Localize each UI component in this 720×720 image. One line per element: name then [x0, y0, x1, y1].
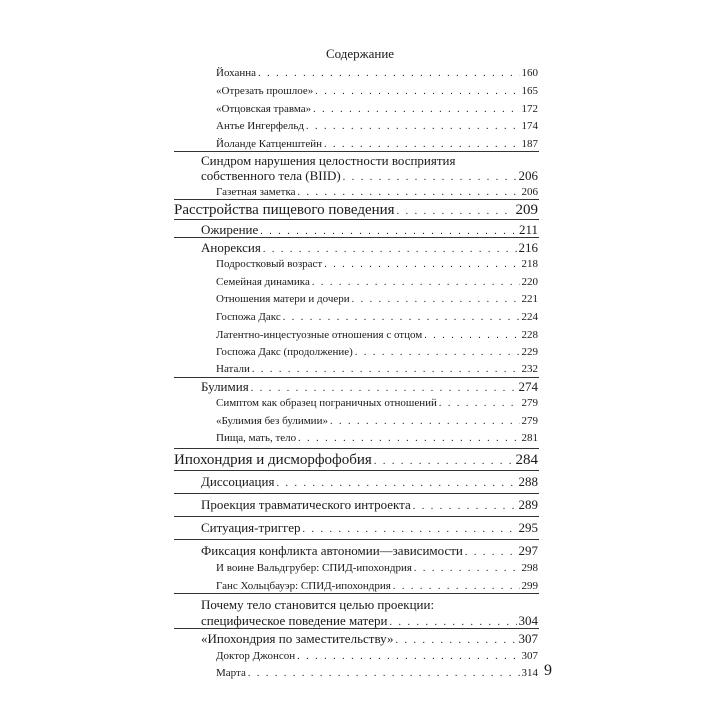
leader-dots — [374, 456, 514, 467]
entry-page: 307 — [521, 650, 538, 662]
running-header: Содержание — [325, 46, 395, 61]
toc-entry — [216, 67, 538, 79]
section-divider — [174, 516, 539, 517]
leader-dots — [324, 139, 520, 150]
leader-dots — [248, 668, 520, 679]
entry-title: Латентно-инцестуозные отношения с отцом — [216, 329, 423, 341]
entry-page: 297 — [518, 543, 538, 558]
entry-page: 229 — [521, 346, 538, 358]
toc-entry — [216, 103, 538, 115]
entry-title: Йоханна — [216, 67, 257, 79]
toc-entry — [216, 432, 538, 444]
leader-dots — [312, 277, 520, 288]
entry-page: 295 — [518, 520, 538, 535]
leader-dots — [352, 294, 520, 305]
entry-title-line1: Синдром нарушения целостности восприятия — [201, 153, 456, 168]
entry-page: 218 — [521, 258, 538, 270]
leader-dots — [298, 187, 520, 198]
entry-page: 288 — [518, 474, 538, 489]
entry-page: 304 — [518, 613, 538, 628]
leader-dots — [306, 121, 520, 132]
entry-title: Натали — [216, 363, 250, 375]
entry-page: 299 — [521, 580, 538, 592]
section-divider — [174, 539, 539, 540]
leader-dots — [439, 398, 520, 409]
leader-dots — [297, 651, 519, 662]
toc-entry — [201, 168, 538, 184]
toc-entry — [201, 240, 538, 256]
leader-dots — [389, 617, 516, 628]
entry-title: Газетная заметка — [216, 186, 296, 198]
toc-entry — [216, 85, 538, 97]
toc-entry — [216, 363, 538, 375]
leader-dots — [465, 547, 517, 558]
leader-dots — [395, 635, 516, 646]
toc-entry — [216, 562, 538, 574]
toc-entry — [201, 631, 538, 647]
entry-title: Семейная динамика — [216, 276, 310, 288]
entry-title: собственного тела (BIID) — [201, 168, 341, 183]
entry-title: Подростковый возраст — [216, 258, 323, 270]
entry-title: Диссоциация — [201, 474, 275, 489]
leader-dots — [330, 416, 520, 427]
entry-title: Йоланде Катценштейн — [216, 138, 322, 150]
entry-title: Ситуация-триггер — [201, 520, 301, 535]
toc-entry — [216, 415, 538, 427]
entry-page: 279 — [521, 397, 538, 409]
leader-dots — [393, 581, 520, 592]
toc-entry — [216, 293, 538, 305]
section-divider — [174, 448, 539, 449]
leader-dots — [324, 259, 519, 270]
entry-title: Госпожа Дакс (продолжение) — [216, 346, 353, 358]
section-divider — [174, 219, 539, 220]
leader-dots — [315, 86, 519, 97]
toc-entry — [216, 329, 538, 341]
entry-title: Госпожа Дакс — [216, 311, 281, 323]
entry-title: специфическое поведение матери — [201, 613, 388, 628]
leader-dots — [424, 330, 519, 341]
leader-dots — [283, 312, 520, 323]
entry-page: 279 — [521, 415, 538, 427]
entry-page: 314 — [521, 667, 538, 679]
entry-title: Доктор Джонсон — [216, 650, 296, 662]
entry-page: 206 — [521, 186, 538, 198]
entry-page: 172 — [521, 103, 538, 115]
section-divider — [174, 493, 539, 494]
entry-page: 165 — [521, 85, 538, 97]
entry-title-line1: Почему тело становится целью проекции: — [201, 597, 435, 612]
entry-title: «Булимия без булимии» — [216, 415, 328, 427]
leader-dots — [258, 68, 519, 79]
entry-page: 174 — [521, 120, 538, 132]
leader-dots — [397, 206, 514, 217]
entry-title: Пища, мать, тело — [216, 432, 297, 444]
entry-page: 298 — [521, 562, 538, 574]
toc-entry — [201, 222, 538, 238]
leader-dots — [263, 244, 517, 255]
toc-entry — [216, 650, 538, 662]
leader-dots — [303, 524, 517, 535]
page-number: 9 — [544, 662, 552, 679]
entry-page: 206 — [518, 168, 538, 183]
leader-dots — [276, 478, 516, 489]
entry-page: 209 — [515, 202, 538, 218]
section-divider — [174, 199, 539, 200]
toc-entry — [216, 580, 538, 592]
entry-page: 307 — [518, 631, 538, 646]
toc-entry — [216, 276, 538, 288]
section-divider — [174, 151, 539, 152]
toc-entry — [216, 311, 538, 323]
entry-title: Проекция травматического интроекта — [201, 497, 411, 512]
section-divider — [174, 237, 539, 238]
leader-dots — [414, 563, 520, 574]
entry-page: 274 — [518, 379, 538, 394]
entry-page: 228 — [521, 329, 538, 341]
section-divider — [174, 470, 539, 471]
entry-page: 289 — [518, 497, 538, 512]
toc-entry — [216, 120, 538, 132]
leader-dots — [252, 364, 520, 375]
entry-page: 224 — [521, 311, 538, 323]
entry-title: Марта — [216, 667, 246, 679]
toc-entry — [216, 138, 538, 150]
toc-entry — [201, 474, 538, 490]
entry-page: 281 — [521, 432, 538, 444]
leader-dots — [343, 172, 517, 183]
toc-entry — [174, 452, 538, 469]
toc-entry — [216, 397, 538, 409]
entry-page: 284 — [515, 452, 538, 468]
section-divider — [174, 593, 539, 594]
entry-title: Ипохондрия и дисморфофобия — [174, 452, 372, 468]
entry-title: «Отрезать прошлое» — [216, 85, 314, 97]
toc-entry — [201, 520, 538, 536]
toc-entry — [216, 186, 538, 198]
leader-dots — [313, 104, 519, 115]
entry-page: 211 — [518, 222, 538, 237]
entry-title: Анорексия — [201, 240, 261, 255]
entry-title: Булимия — [201, 379, 249, 394]
toc-entry — [201, 543, 538, 559]
entry-title: «Отцовская травма» — [216, 103, 312, 115]
entry-title: Ганс Хольцбауэр: СПИД-ипохондрия — [216, 580, 391, 592]
toc-entry — [174, 202, 538, 219]
entry-title: И воине Вальдгрубер: СПИД-ипохондрия — [216, 562, 412, 574]
leader-dots — [298, 433, 519, 444]
entry-title: «Ипохондрия по заместительству» — [201, 631, 394, 646]
entry-page: 216 — [518, 240, 538, 255]
leader-dots — [251, 383, 517, 394]
entry-page: 187 — [521, 138, 538, 150]
entry-title: Фиксация конфликта автономии—зависимости — [201, 543, 463, 558]
entry-page: 160 — [521, 67, 538, 79]
entry-title: Расстройства пищевого поведения — [174, 202, 395, 218]
toc-entry — [201, 497, 538, 513]
leader-dots — [260, 226, 517, 237]
entry-page: 221 — [521, 293, 538, 305]
leader-dots — [413, 501, 517, 512]
toc-entry — [216, 258, 538, 270]
entry-title: Симптом как образец пограничных отношений — [216, 397, 437, 409]
leader-dots — [355, 347, 520, 358]
toc-entry — [216, 346, 538, 358]
entry-title: Отношения матери и дочери — [216, 293, 350, 305]
entry-page: 232 — [521, 363, 538, 375]
entry-page: 220 — [521, 276, 538, 288]
entry-title: Ожирение — [201, 222, 259, 237]
toc-entry — [201, 613, 538, 629]
toc-entry — [216, 667, 538, 679]
section-divider — [174, 377, 539, 378]
toc-entry — [201, 379, 538, 395]
section-divider — [174, 628, 539, 629]
entry-title: Антье Ингерфельд — [216, 120, 304, 132]
